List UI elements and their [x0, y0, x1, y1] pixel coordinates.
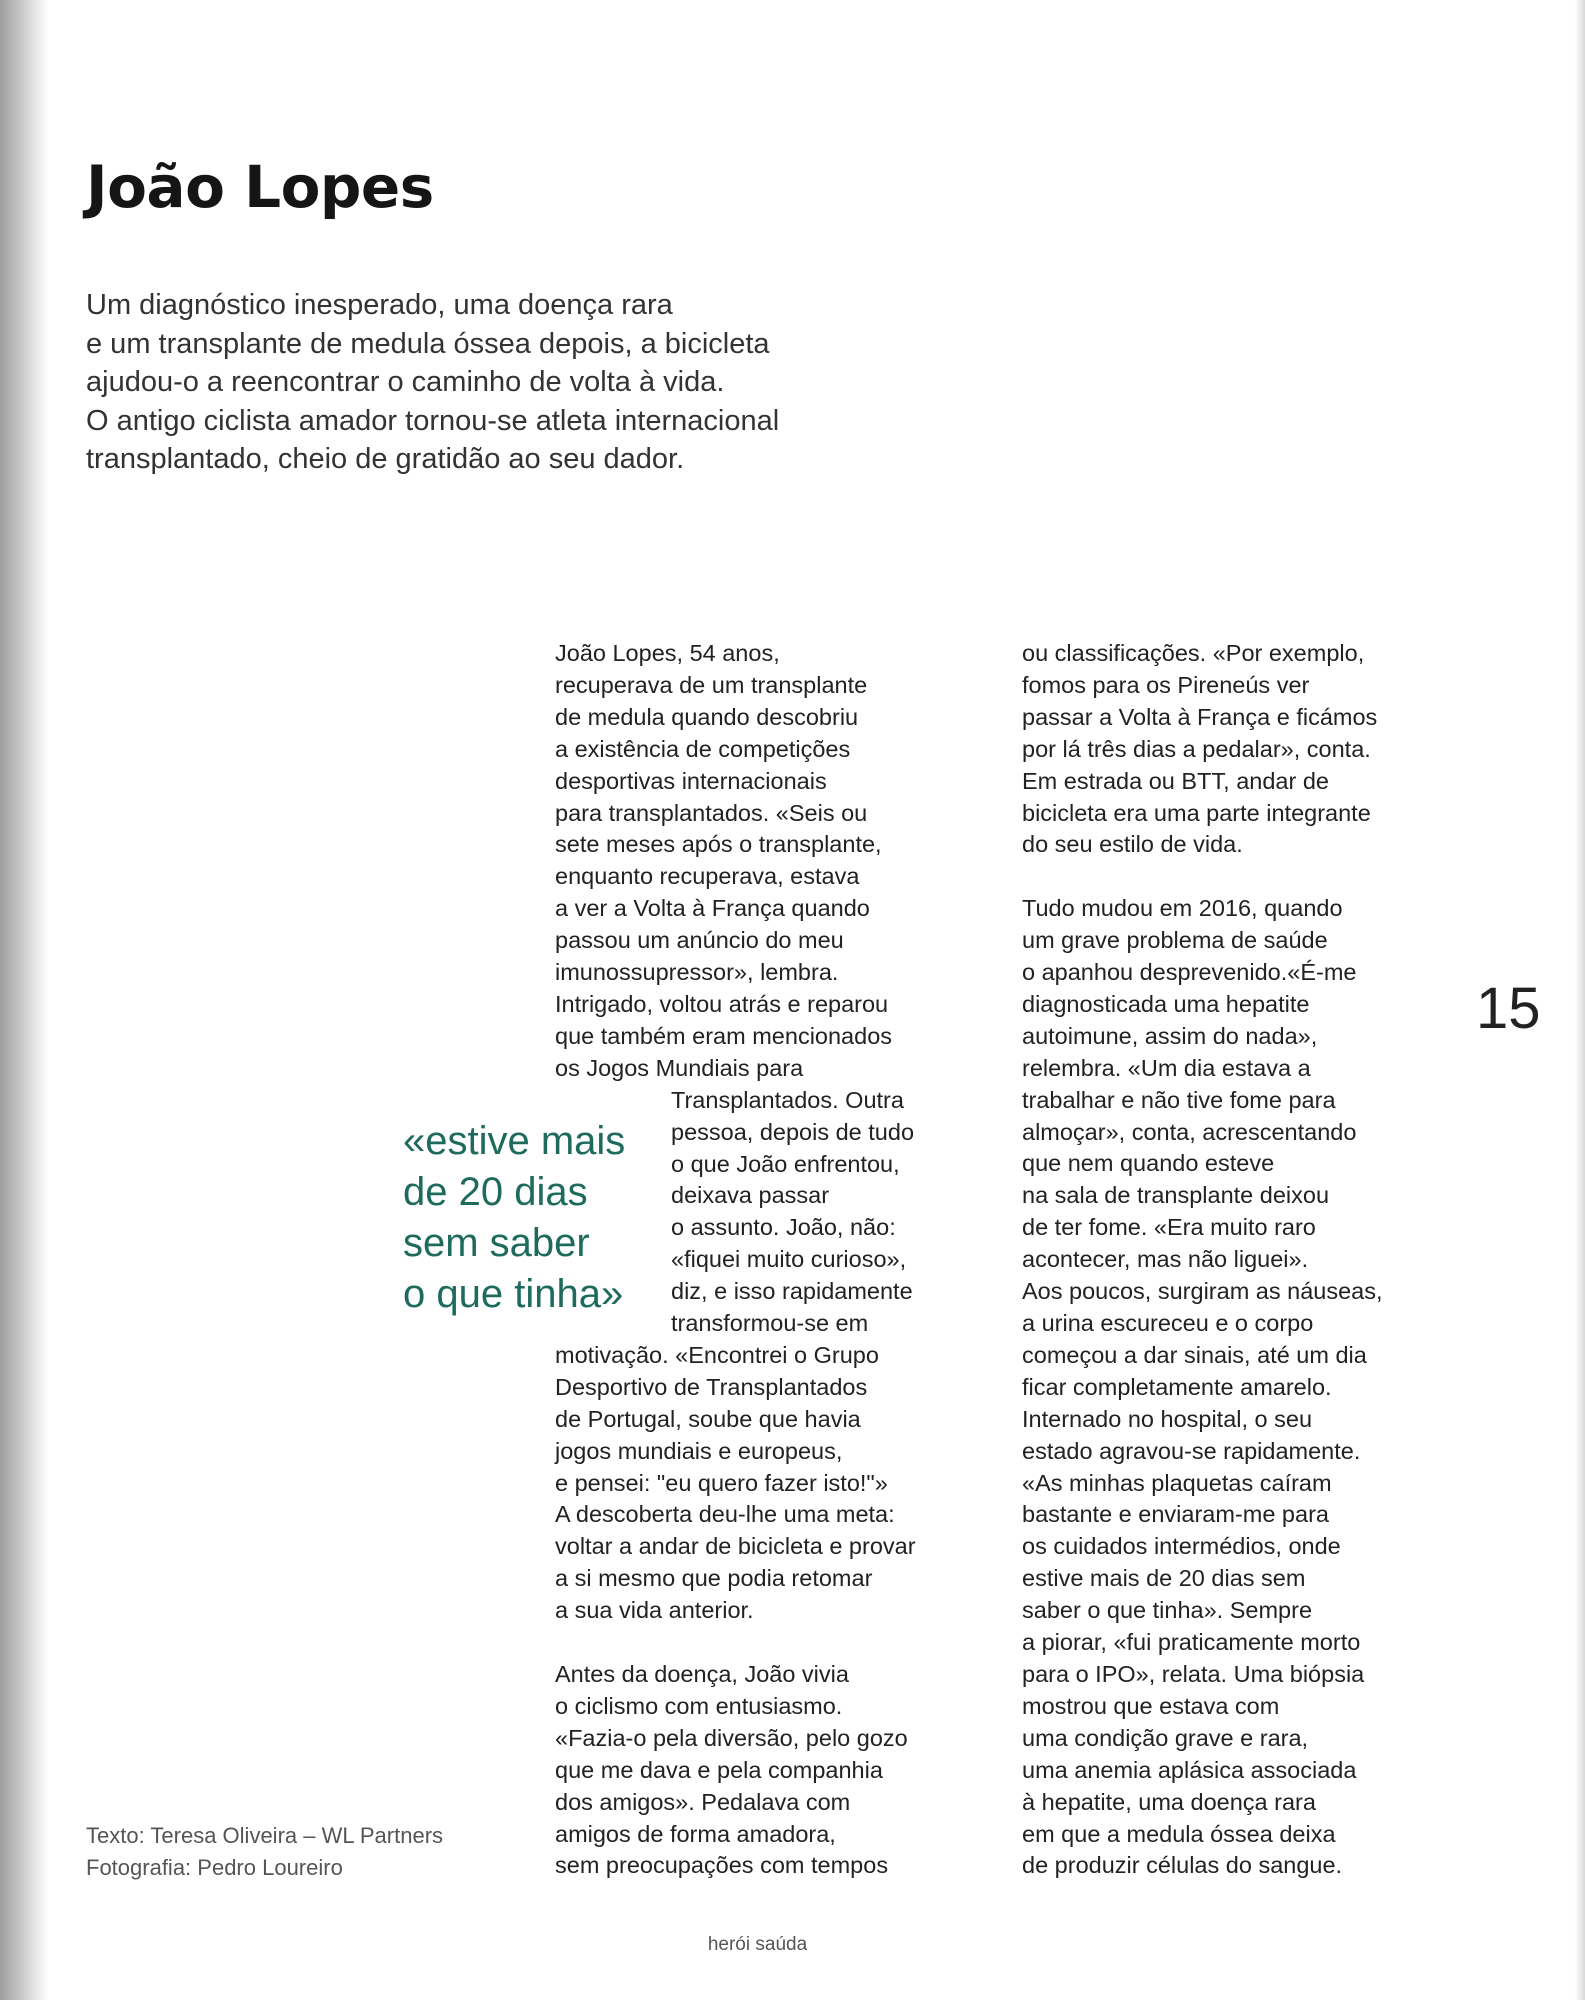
body-line: começou a dar sinais, até um dia [1022, 1341, 1367, 1368]
body-line: desportivas internacionais [555, 767, 827, 794]
body-line: imunossupressor», lembra. [555, 959, 839, 986]
body-line: que nem quando esteve [1022, 1150, 1275, 1177]
body-line: um grave problema de saúde [1022, 927, 1328, 954]
body-line: transformou-se em [671, 1310, 869, 1337]
lead-line: transplantado, cheio de gratidão ao seu dador. [86, 443, 685, 475]
pull-quote-line: de 20 dias [403, 1170, 588, 1214]
body-line: bicicleta era uma parte integrante [1022, 799, 1371, 826]
body-line: voltar a andar de bicicleta e provar [555, 1533, 916, 1560]
body-line: o que João enfrentou, [671, 1150, 900, 1177]
body-line: passou um anúncio do meu [555, 927, 844, 954]
credit-text: Texto: Teresa Oliveira – WL Partners [86, 1823, 444, 1848]
body-line: em que a medula óssea deixa [1022, 1820, 1336, 1847]
body-line: Em estrada ou BTT, andar de [1022, 767, 1329, 794]
body-line: autoimune, assim do nada», [1022, 1022, 1318, 1049]
body-line: uma anemia aplásica associada [1022, 1756, 1357, 1783]
lead-line: e um transplante de medula óssea depois, a bicicleta [86, 327, 770, 360]
body-line: que também eram mencionados [555, 1022, 893, 1049]
body-line: a existência de competições [555, 735, 851, 762]
body-line: motivação. «Encontrei o Grupo [555, 1341, 879, 1368]
body-line: A descoberta deu-lhe uma meta: [555, 1501, 895, 1528]
pull-quote [403, 1116, 625, 1320]
body-line: na sala de transplante deixou [1022, 1182, 1330, 1209]
body-line: ou classificações. «Por exemplo, [1022, 640, 1365, 666]
lead-line: O antigo ciclista amador tornou-se atleta internacional [86, 404, 780, 437]
page-edge-shadow [1575, 0, 1585, 2000]
body-line: Intrigado, voltou atrás e reparou [555, 990, 889, 1017]
paragraph-gap [555, 1627, 916, 1659]
body-line: para transplantados. «Seis ou [555, 799, 868, 826]
body-line: acontecer, mas não liguei». [1022, 1246, 1309, 1273]
body-line: jogos mundiais e europeus, [555, 1437, 843, 1464]
body-line: Transplantados. Outra [671, 1086, 904, 1113]
body-line: diz, e isso rapidamente [671, 1278, 913, 1305]
body-line: Aos poucos, surgiram as náuseas, [1022, 1278, 1383, 1305]
body-line: bastante e enviaram-me para [1022, 1501, 1329, 1528]
pull-quote-line: o que tinha» [403, 1272, 624, 1316]
body-line: a sua vida anterior. [555, 1597, 754, 1624]
body-line: pessoa, depois de tudo [671, 1118, 915, 1145]
body-line: João Lopes, 54 anos, [555, 640, 780, 666]
body-line: de ter fome. «Era muito raro [1022, 1214, 1316, 1241]
body-line: o assunto. João, não: [671, 1214, 896, 1241]
body-line: uma condição grave e rara, [1022, 1724, 1309, 1751]
body-line: a urina escureceu e o corpo [1022, 1310, 1314, 1337]
body-line: dos amigos». Pedalava com [555, 1788, 851, 1815]
body-line: para o IPO», relata. Uma biópsia [1022, 1660, 1365, 1687]
paragraph-gap [1022, 861, 1383, 893]
body-line: Tudo mudou em 2016, quando [1022, 895, 1343, 922]
body-line: a piorar, «fui praticamente morto [1022, 1629, 1361, 1656]
body-line: estive mais de 20 dias sem [1022, 1565, 1306, 1592]
body-line: de medula quando descobriu [555, 703, 859, 730]
body-line: mostrou que estava com [1022, 1692, 1280, 1719]
body-line: por lá três dias a pedalar», conta. [1022, 735, 1371, 762]
lead-line: Um diagnóstico inesperado, uma doença rara [86, 289, 673, 321]
body-line: Desportivo de Transplantados [555, 1373, 868, 1400]
body-line: almoçar», conta, acrescentando [1022, 1118, 1357, 1145]
body-line: o apanhou desprevenido.«É-me [1022, 959, 1357, 986]
article-title: João Lopes [86, 153, 434, 221]
pull-quote-line: «estive mais [403, 1119, 626, 1163]
body-line: o ciclismo com entusiasmo. [555, 1692, 843, 1719]
body-line: a ver a Volta à França quando [555, 895, 870, 922]
body-line: que me dava e pela companhia [555, 1756, 883, 1783]
body-line: os Jogos Mundiais para [555, 1054, 804, 1081]
body-line: amigos de forma amadora, [555, 1820, 836, 1847]
body-line: diagnosticada uma hepatite [1022, 990, 1310, 1017]
body-line: a si mesmo que podia retomar [555, 1565, 873, 1592]
body-line: sete meses após o transplante, [555, 831, 882, 858]
body-line: «Fazia-o pela diversão, pelo gozo [555, 1724, 908, 1751]
body-line: passar a Volta à França e ficámos [1022, 703, 1378, 730]
body-line: e pensei: "eu quero fazer isto!"» [555, 1469, 888, 1496]
body-line: «As minhas plaquetas caíram [1022, 1469, 1332, 1496]
body-line: estado agravou-se rapidamente. [1022, 1437, 1361, 1464]
body-line: fomos para os Pireneús ver [1022, 671, 1310, 698]
article-lead [86, 286, 779, 479]
body-line: do seu estilo de vida. [1022, 831, 1243, 858]
body-line: os cuidados intermédios, onde [1022, 1533, 1341, 1560]
article-credits [86, 1820, 443, 1884]
page-number: 15 [1476, 976, 1541, 1041]
pull-quote-line: sem saber [403, 1221, 590, 1265]
body-line: de produzir células do sangue. [1022, 1852, 1343, 1879]
lead-line: ajudou-o a reencontrar o caminho de volta à vida. [86, 366, 725, 398]
body-line: «fiquei muito curioso», [671, 1246, 907, 1273]
page-spine-shadow [0, 0, 48, 2000]
body-line: de Portugal, soube que havia [555, 1405, 861, 1432]
body-line: recuperava de um transplante [555, 671, 868, 698]
body-line: ficar completamente amarelo. [1022, 1373, 1332, 1400]
body-line: enquanto recuperava, estava [555, 863, 860, 890]
body-line: Internado no hospital, o seu [1022, 1405, 1313, 1432]
body-line: Antes da doença, João vivia [555, 1660, 849, 1687]
body-line: trabalhar e não tive fome para [1022, 1086, 1336, 1113]
body-line: saber o que tinha». Sempre [1022, 1597, 1313, 1624]
body-column-2 [1022, 638, 1383, 1882]
credit-photo: Fotografia: Pedro Loureiro [86, 1855, 343, 1880]
body-line: sem preocupações com tempos [555, 1852, 889, 1879]
body-line: à hepatite, uma doença rara [1022, 1788, 1316, 1815]
magazine-footer: herói saúda [707, 1934, 808, 1955]
body-line: deixava passar [671, 1182, 830, 1209]
body-line: relembra. «Um dia estava a [1022, 1054, 1311, 1081]
